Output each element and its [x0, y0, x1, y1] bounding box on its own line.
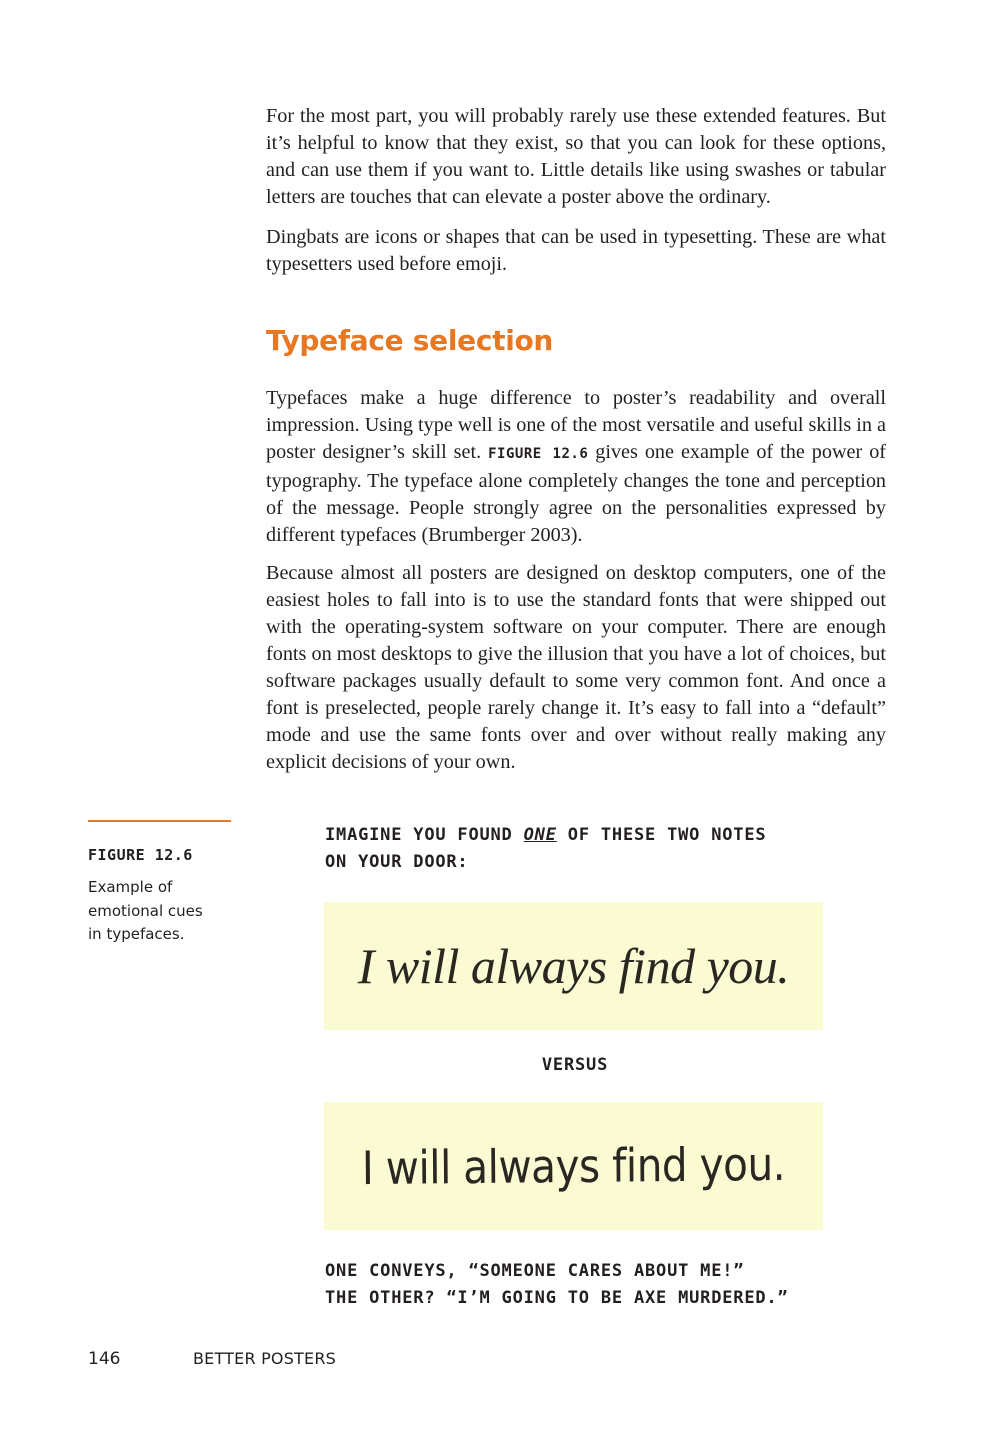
handwritten-note — [324, 1102, 823, 1230]
handwritten-note-text: I will always find you. — [361, 1136, 786, 1196]
body-paragraph: Dingbats are icons or shapes that can be used in typesetting. These are what typesetters used before emoji. — [266, 226, 886, 275]
intro-text: OF THESE TWO NOTES ON YOUR DOOR: — [325, 825, 767, 872]
paragraph-text: gives one example of the power of typography. The typeface alone completely changes the tone and perception of the message. People strongly agree on the personalities expressed by different typefaces (Brumberger 2003). — [266, 441, 887, 546]
figure-label: FIGURE 12.6 — [88, 846, 193, 864]
figure-rule — [88, 820, 231, 822]
body-paragraph: For the most part, you will probably rarely use these extended features. But it’s helpful to know that they exist, so that you can look for these options, and can use them if you want to. Little details like using swashes or tabular letters are touches that can elevate a poster above the ordinary. — [266, 105, 886, 208]
paragraph-text: Typefaces make a huge difference to poster’s readability and overall impression. Using type well is one of the most versatile and useful skills in a poster designer’s skill set. — [266, 387, 886, 463]
page-number: 146 — [88, 1349, 121, 1369]
section-heading: Typeface selection — [266, 324, 554, 357]
figure-reference: FIGURE 12.6 — [488, 446, 589, 462]
body-paragraph — [266, 385, 886, 549]
figure-caption: Example of emotional cues in typefaces. — [88, 878, 203, 943]
running-head: BETTER POSTERS — [193, 1349, 337, 1368]
script-note-text: I will always find you. — [357, 938, 790, 994]
figure-outro-text: ONE CONVEYS, “SOMEONE CARES ABOUT ME!” THE OTHER? “I’M GOING TO BE AXE MURDERED.” — [325, 1261, 789, 1308]
versus-label: VERSUS — [541, 1055, 609, 1075]
script-note — [324, 902, 823, 1030]
intro-emphasis: ONE — [523, 825, 557, 845]
figure-intro-text — [325, 822, 845, 876]
intro-text: IMAGINE YOU FOUND — [325, 825, 524, 845]
body-paragraph: Because almost all posters are designed on desktop computers, one of the easiest holes to fall into is to use the standard fonts that were shipped out with the operating-system software on your computer. There are enough fonts on most desktops to give the illusion that you have a lot of choices, but software packages usually default to some very common font. And once a font is preselected, people rarely change it. It’s easy to fall into a “default” mode and use the same fonts over and over without really making any explicit decisions of your own. — [266, 562, 886, 773]
